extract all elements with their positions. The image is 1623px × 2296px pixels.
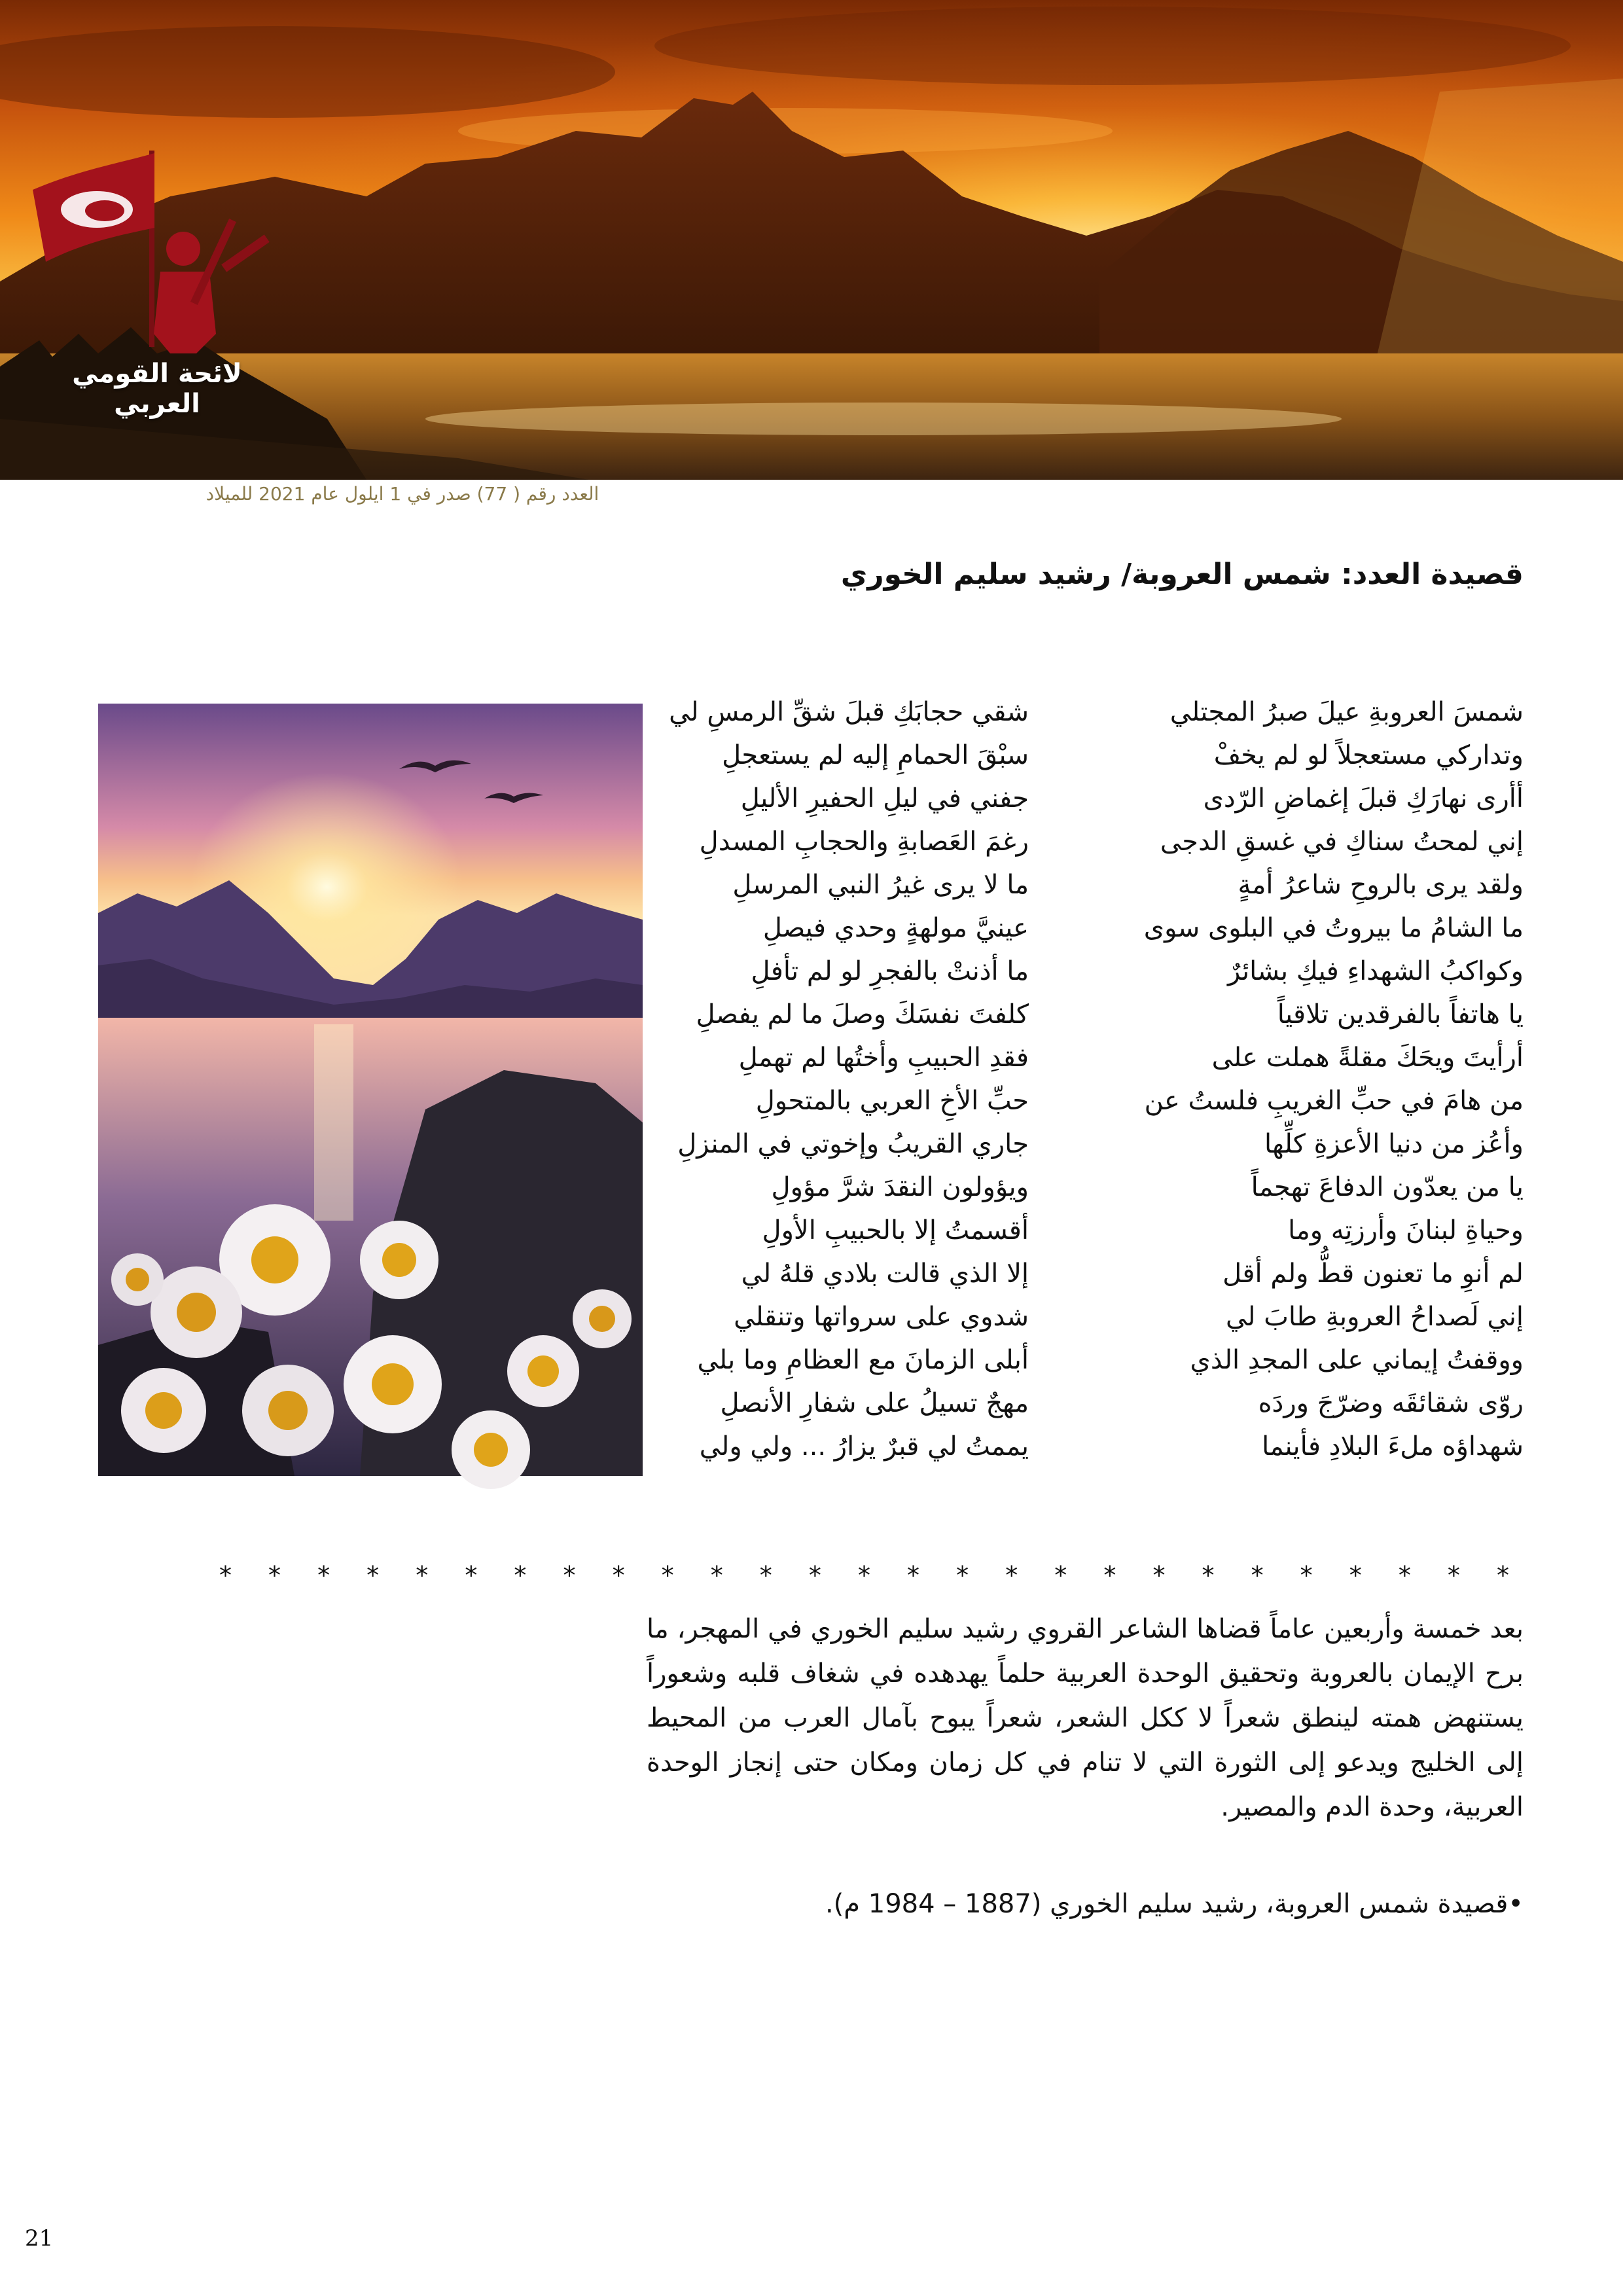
verse: يا من يعدّون الدفاعَ تهجماً	[1251, 1172, 1524, 1202]
verse: جفني في ليلِ الحفيرِ الأليلِ	[740, 783, 1029, 814]
verse: إني لَصداحُ العروبةِ طابَ لي	[1225, 1302, 1524, 1332]
verse: مهجٌ تسيلُ على شفارِ الأنصلِ	[720, 1388, 1029, 1418]
verse: حبِّ الأخِ العربي بالمتحولِ	[755, 1086, 1029, 1116]
verse: إني لمحتُ سناكِ في غسقِ الدجى	[1160, 827, 1524, 857]
poem-title: قصيدة العدد: شمس العروبة/ رشيد سليم الخوري	[840, 558, 1524, 591]
verse: ما لا يرى غيرُ النبي المرسلِ	[732, 870, 1029, 900]
verse: فقدِ الحبيبِ وأختُها لم تهملِ	[738, 1043, 1029, 1073]
verse: وأعُز من دنيا الأعزةِ كلِّها	[1264, 1129, 1524, 1159]
verse: جاري القريبُ وإخوتي في المنزلِ	[677, 1129, 1029, 1159]
verse: وكواكبُ الشهداءِ فيكِ بشائرٌ	[1227, 956, 1524, 986]
verse: ووقفتُ إيماني على المجدِ الذي	[1190, 1345, 1524, 1375]
verse: أقسمتُ إلا بالحبيبِ الأولِ	[762, 1215, 1029, 1246]
verse: أأرى نهارَكِ قبلَ إغماضِ الرّدى	[1203, 783, 1524, 814]
intro-paragraph: بعد خمسة وأربعين عاماً قضاها الشاعر القروي رشيد سليم الخوري في المهجر، ما برح الإيمان بالعروبة وتحقيق الوحدة العربية حلماً يهدهده في شغاف قلبه وشعوراً يستنهض همته لينطق شعراً لا ككل الشعر، شعراً يبوح بآمال العرب من المحيط إلى الخليج ويدعو إلى الثورة التي لا تنام في كل زمان ومكان حتى إنجاز الوحدة العربية، وحدة الدم والمصير.	[647, 1614, 1524, 1822]
logo-caption: لائحة القومي العربي	[72, 359, 242, 419]
verse: لم أنوِ ما تعنون قطُّ ولم أقل	[1222, 1259, 1524, 1289]
issue-line: العدد رقم ( 77) صدر في 1 ايلول عام 2021 للميلاد	[205, 483, 599, 505]
verse: عينيَّ مولهةٍ وحدي فيصلِ	[762, 913, 1029, 943]
source-note: •قصيدة شمس العروبة، رشيد سليم الخوري (1887 – 1984 م).	[825, 1889, 1524, 1919]
poem-left-column	[610, 691, 1029, 1468]
verse: ويؤولون النقدَ شرَّ مؤولِ	[771, 1172, 1029, 1202]
sunset-daisies-photo	[98, 704, 643, 1476]
verse: شهداؤه ملءَ البلادِ فأينما	[1262, 1431, 1524, 1462]
verse: روّى شقائقَه وضرّجَ وردَه	[1258, 1388, 1524, 1418]
verse: شقي حجابَكِ قبلَ شقِّ الرمسِ لي	[669, 697, 1029, 727]
verse: شمسَ العروبةِ عيلَ صبرُ المجتلي	[1169, 697, 1524, 727]
poem-right-column	[1144, 691, 1524, 1468]
verse: يا هاتفاً بالفرقدين تلاقياً	[1277, 999, 1524, 1030]
verse: ولقد يرى بالروحِ شاعرُ أمةٍ	[1238, 870, 1524, 900]
verse: سبْقَ الحمامِ إليه لم يستعجلِ	[722, 740, 1029, 770]
verse: إلا الذي قالت بلادي قلهُ لي	[741, 1259, 1029, 1289]
logo-flag-soldier-icon	[20, 137, 294, 373]
verse: شدوي على سرواتها وتنقلي	[734, 1302, 1029, 1332]
verse: أرأيتَ ويحَكَ مقلةً هملت على	[1211, 1043, 1524, 1073]
star-separator: * * * * * * * * * * * * * * * * * * * * * * * * * * *	[219, 1561, 1524, 1590]
verse: رغمَ العَصابةِ والحجابِ المسدلِ	[699, 827, 1029, 857]
header-banner	[0, 0, 1623, 480]
daisies-lake-image	[98, 704, 643, 1476]
verse: من هامَ في حبِّ الغريبِ فلستُ عن	[1144, 1086, 1524, 1116]
verse: يممتُ لي قبرٌ يزارُ ... ولي ولي	[699, 1431, 1029, 1462]
verse: ما أذنتْ بالفجرِ لو لم تأفلِ	[751, 956, 1029, 986]
verse: وحياةِ لبنانَ وأرزتِه وما	[1288, 1215, 1524, 1246]
verse: أبلى الزمانَ مع العظامِ وما بلي	[697, 1345, 1029, 1375]
page-number: 21	[25, 2225, 54, 2251]
verse: وتداركي مستعجلاً لو لم يخفْ	[1213, 740, 1524, 770]
verse: ما الشامُ ما بيروتُ في البلوى سوى	[1143, 913, 1524, 943]
verse: كلفتَ نفسَكَ وصلَ ما لم يفصلِ	[696, 999, 1029, 1030]
